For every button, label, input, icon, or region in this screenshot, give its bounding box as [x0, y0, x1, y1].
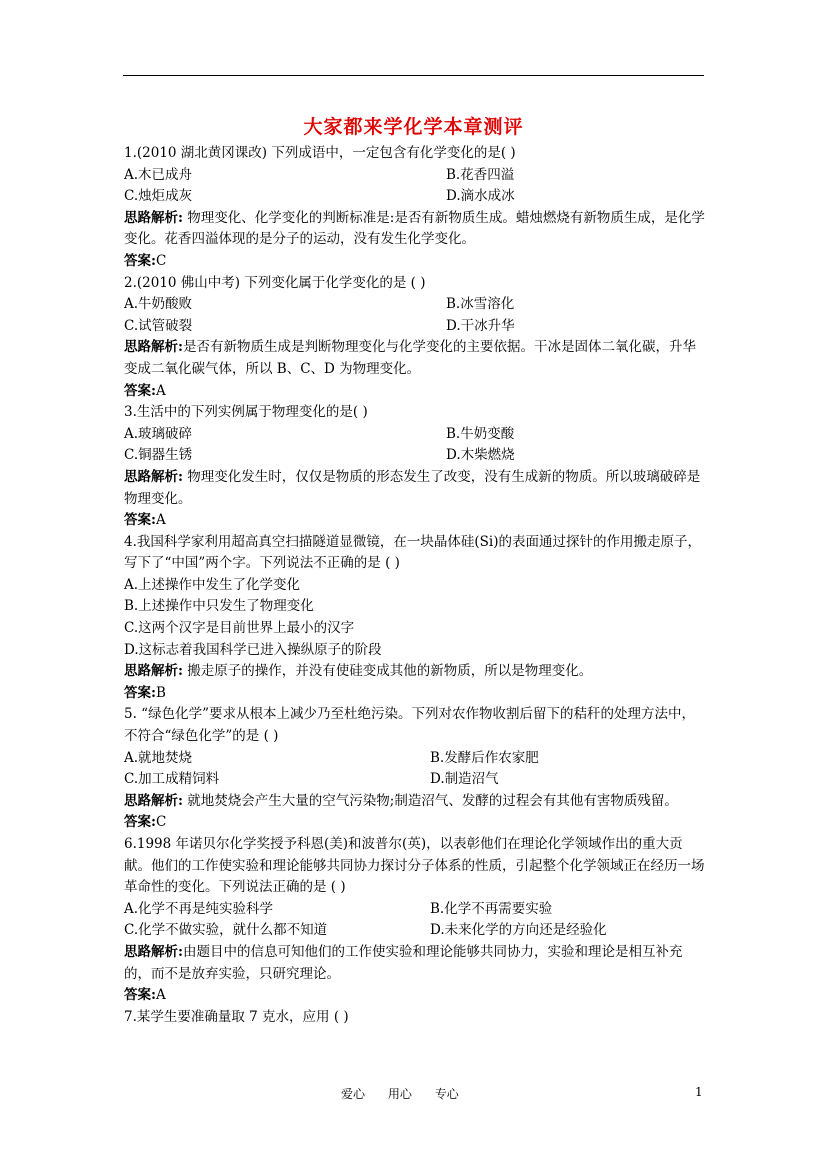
footer-slogan: 爱心 用心 专心 [341, 1087, 459, 1101]
analysis-label: 思路解析: [124, 943, 183, 960]
question-6-option-a: A.化学不再是纯实验科学 [124, 900, 274, 917]
question-5-option-a: A.就地焚烧 [124, 749, 193, 766]
question-2-option-c: C.试管破裂 [124, 317, 193, 334]
analysis-text: 是否有新物质生成是判断物理变化与化学变化的主要依据。干冰是固体二氧化碳，升华变成二氧化碳气体，所以 B、C、D 为物理变化。 [124, 339, 696, 377]
question-6-options-row-2 [124, 920, 706, 942]
question-2-stem: 2.(2010 佛山中考) 下列变化属于化学变化的是 ( ) [124, 274, 426, 291]
question-3-option-d: D.木柴燃烧 [446, 447, 515, 464]
answer-value: B [155, 684, 166, 701]
question-4-option-b: B.上述操作中只发生了物理变化 [124, 598, 314, 615]
question-5-stem: 5. “绿色化学”要求从根本上减少乃至杜绝污染。下列对农作物收割后留下的秸秆的处理方法中，不符合“绿色化学”的是 ( ) [124, 706, 695, 745]
question-1-option-c: C.烛炬成灰 [124, 188, 193, 205]
question-3-options-row-1 [124, 424, 706, 446]
question-1-options-row-2 [124, 186, 706, 208]
answer-value: A [155, 382, 166, 399]
analysis-text: 物理变化发生时，仅仅是物质的形态发生了改变，没有生成新的物质。所以玻璃破碎是物理变化。 [124, 468, 701, 507]
answer-label: 答案: [124, 252, 156, 269]
page-number: 1 [695, 1085, 703, 1099]
question-2-option-a: A.牛奶酸败 [124, 296, 193, 313]
question-2-option-d: D.干冰升华 [446, 317, 515, 334]
question-4-stem: 4.我国科学家利用超高真空扫描隧道显微镜，在一块晶体硅(Si)的表面通过探针的作用搬走原子，写下了“中国”两个字。下列说法不正确的是 ( ) [124, 533, 701, 572]
answer-value: A [155, 512, 166, 529]
question-5-analysis [124, 791, 706, 813]
answer-value: C [155, 814, 167, 831]
question-list [124, 143, 706, 1028]
question-6-option-b: B.化学不再需要实验 [430, 900, 553, 917]
question-5-answer [124, 812, 706, 834]
question-1-answer [124, 251, 706, 273]
answer-label: 答案: [124, 512, 156, 529]
question-5-option-d: D.制造沼气 [430, 771, 499, 788]
question-4-option-d: D.这标志着我国科学已进入操纵原子的阶段 [124, 641, 382, 658]
question-3-stem: 3.生活中的下列实例属于物理变化的是( ) [124, 404, 368, 421]
analysis-label: 思路解析: [124, 339, 183, 356]
question-3-option-b: B.牛奶变酸 [446, 425, 515, 442]
question-6-options-row-1 [124, 899, 706, 921]
question-1-option-d: D.滴水成冰 [446, 188, 515, 205]
answer-label: 答案: [124, 382, 156, 399]
question-6-analysis [124, 942, 706, 985]
header-rule [123, 75, 704, 76]
analysis-text: 物理变化、化学变化的判断标准是:是否有新物质生成。蜡烛燃烧有新物质生成，是化学变化。花香四溢体现的是分子的运动，没有发生化学变化。 [124, 209, 705, 248]
answer-value: C [155, 252, 167, 269]
question-4-option-a: A.上述操作中发生了化学变化 [124, 576, 301, 593]
question-4-analysis [124, 661, 706, 683]
analysis-label: 思路解析: [124, 468, 183, 485]
answer-label: 答案: [124, 814, 156, 831]
question-6-option-c: C.化学不做实验，就什么都不知道 [124, 922, 328, 939]
question-3-option-a: A.玻璃破碎 [124, 425, 193, 442]
question-7-stem: 7.某学生要准确量取 7 克水，应用 ( ) [124, 1008, 349, 1025]
question-1-options-row-1 [124, 165, 706, 187]
analysis-label: 思路解析: [124, 663, 183, 680]
question-5-options-row-2 [124, 769, 706, 791]
question-6-stem: 6.1998 年诺贝尔化学奖授予科恩(美)和波普尔(英)，以表彰他们在理论化学领域作出的重大贡献。他们的工作使实验和理论能够共同协力探讨分子体系的性质，引起整个化学领域正在经历一场革命性的变化。下列说法正确的是 ( ) [124, 836, 705, 896]
analysis-label: 思路解析: [124, 209, 183, 226]
question-2-options-row-2 [124, 316, 706, 338]
answer-label: 答案: [124, 684, 156, 701]
analysis-text: 由题目中的信息可知他们的工作使实验和理论能够共同协力，实验和理论是相互补充的，而不是放弃实验，只研究理论。 [124, 943, 683, 982]
question-5-option-c: C.加工成精饲料 [124, 771, 220, 788]
question-2-answer [124, 381, 706, 403]
question-1-option-b: B.花香四溢 [446, 166, 515, 183]
analysis-label: 思路解析: [124, 792, 183, 809]
question-4-option-c: C.这两个汉字是目前世界上最小的汉字 [124, 620, 355, 637]
question-3-answer [124, 510, 706, 532]
question-6-answer [124, 985, 706, 1007]
question-5-options-row-1 [124, 748, 706, 770]
question-6-option-d: D.未来化学的方向还是经验化 [430, 922, 607, 939]
analysis-text: 搬走原子的操作，并没有使硅变成其他的新物质，所以是物理变化。 [187, 663, 593, 680]
question-1-stem: 1.(2010 湖北黄冈课改) 下列成语中，一定包含有化学变化的是( ) [124, 145, 516, 161]
answer-label: 答案: [124, 987, 156, 1004]
answer-value: A [155, 987, 166, 1004]
question-5-option-b: B.发酵后作农家肥 [430, 749, 539, 766]
question-3-options-row-2 [124, 445, 706, 467]
question-4-answer [124, 683, 706, 705]
question-1-option-a: A.木已成舟 [124, 166, 193, 183]
question-2-options-row-1 [124, 294, 706, 316]
analysis-text: 就地焚烧会产生大量的空气污染物;制造沼气、发酵的过程会有其他有害物质残留。 [187, 792, 678, 809]
question-2-analysis [124, 337, 706, 380]
question-3-analysis [124, 467, 706, 510]
question-1-analysis [124, 208, 706, 251]
page-title: 大家都来学化学本章测评 [303, 116, 524, 138]
question-2-option-b: B.冰雪溶化 [446, 296, 515, 313]
question-3-option-c: C.铜器生锈 [124, 447, 193, 464]
